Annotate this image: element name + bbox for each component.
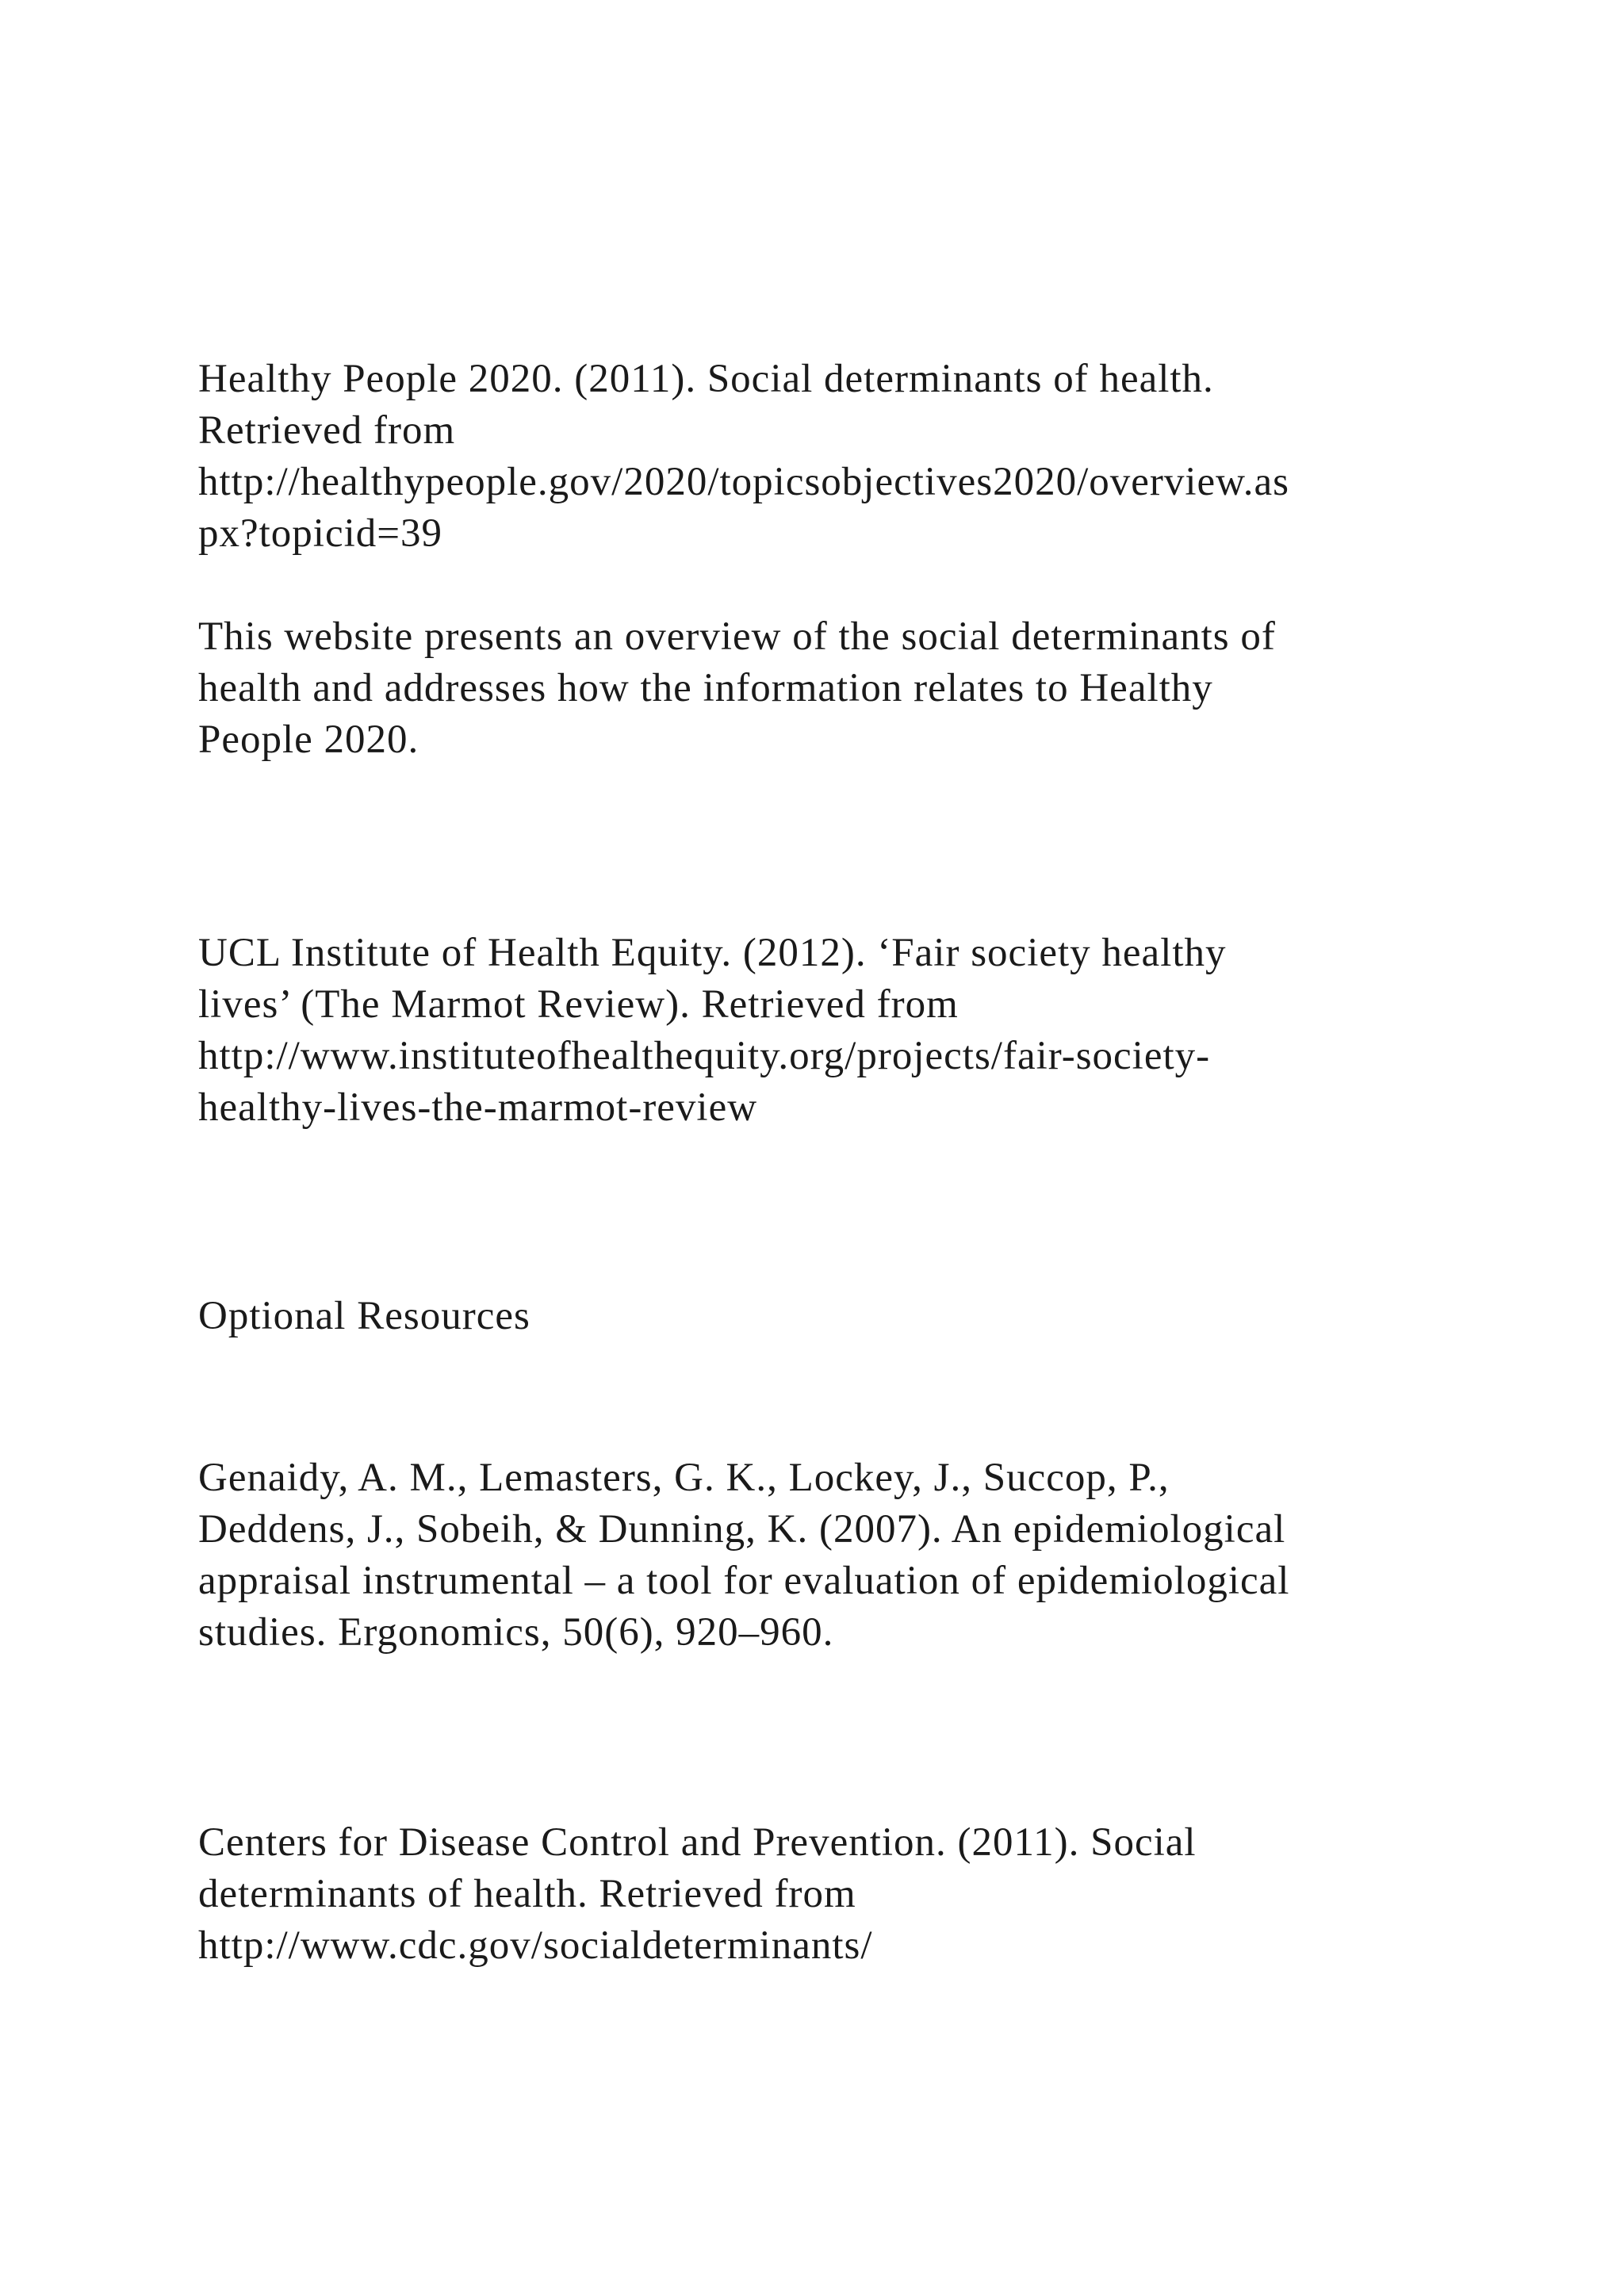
text-line: Genaidy, A. M., Lemasters, G. K., Lockey, J., Succop, P.,: [198, 1456, 1170, 1500]
section-heading: [198, 1291, 1483, 1342]
text-line: UCL Institute of Health Equity. (2012). ‘Fair society healthy: [198, 931, 1227, 975]
reference-ucl-institute: [198, 928, 1483, 1134]
text-line: lives’ (The Marmot Review). Retrieved from: [198, 982, 959, 1027]
reference-url-line: http://healthypeople.gov/2020/topicsobjectives2020/overview.as: [198, 460, 1289, 504]
text-line: appraisal instrumental – a tool for evaluation of epidemiological: [198, 1559, 1290, 1603]
text-line: Retrieved from: [198, 408, 456, 453]
reference-url-line: healthy-lives-the-marmot-review: [198, 1085, 758, 1130]
reference-url-line: http://www.cdc.gov/socialdeterminants/: [198, 1923, 873, 1968]
text-line: People 2020.: [198, 718, 419, 762]
text-line: Deddens, J., Sobeih, & Dunning, K. (2007). An epidemiological: [198, 1507, 1286, 1552]
reference-healthy-people: [198, 354, 1483, 560]
reference-annotation: [198, 611, 1483, 766]
text-line: This website presents an overview of the social determinants of: [198, 614, 1276, 659]
text-line: determinants of health. Retrieved from: [198, 1872, 856, 1916]
text-line: Centers for Disease Control and Prevention. (2011). Social: [198, 1820, 1197, 1865]
optional-resources-heading: Optional Resources: [198, 1294, 530, 1338]
reference-url-line: px?topicid=39: [198, 511, 443, 556]
reference-genaidy: [198, 1452, 1483, 1659]
text-line: Healthy People 2020. (2011). Social determinants of health.: [198, 357, 1214, 401]
reference-cdc: [198, 1817, 1483, 1972]
text-line: studies. Ergonomics, 50(6), 920–960.: [198, 1610, 834, 1655]
reference-url-line: http://www.instituteofhealthequity.org/projects/fair-society-: [198, 1034, 1211, 1078]
text-line: health and addresses how the information relates to Healthy: [198, 666, 1213, 710]
